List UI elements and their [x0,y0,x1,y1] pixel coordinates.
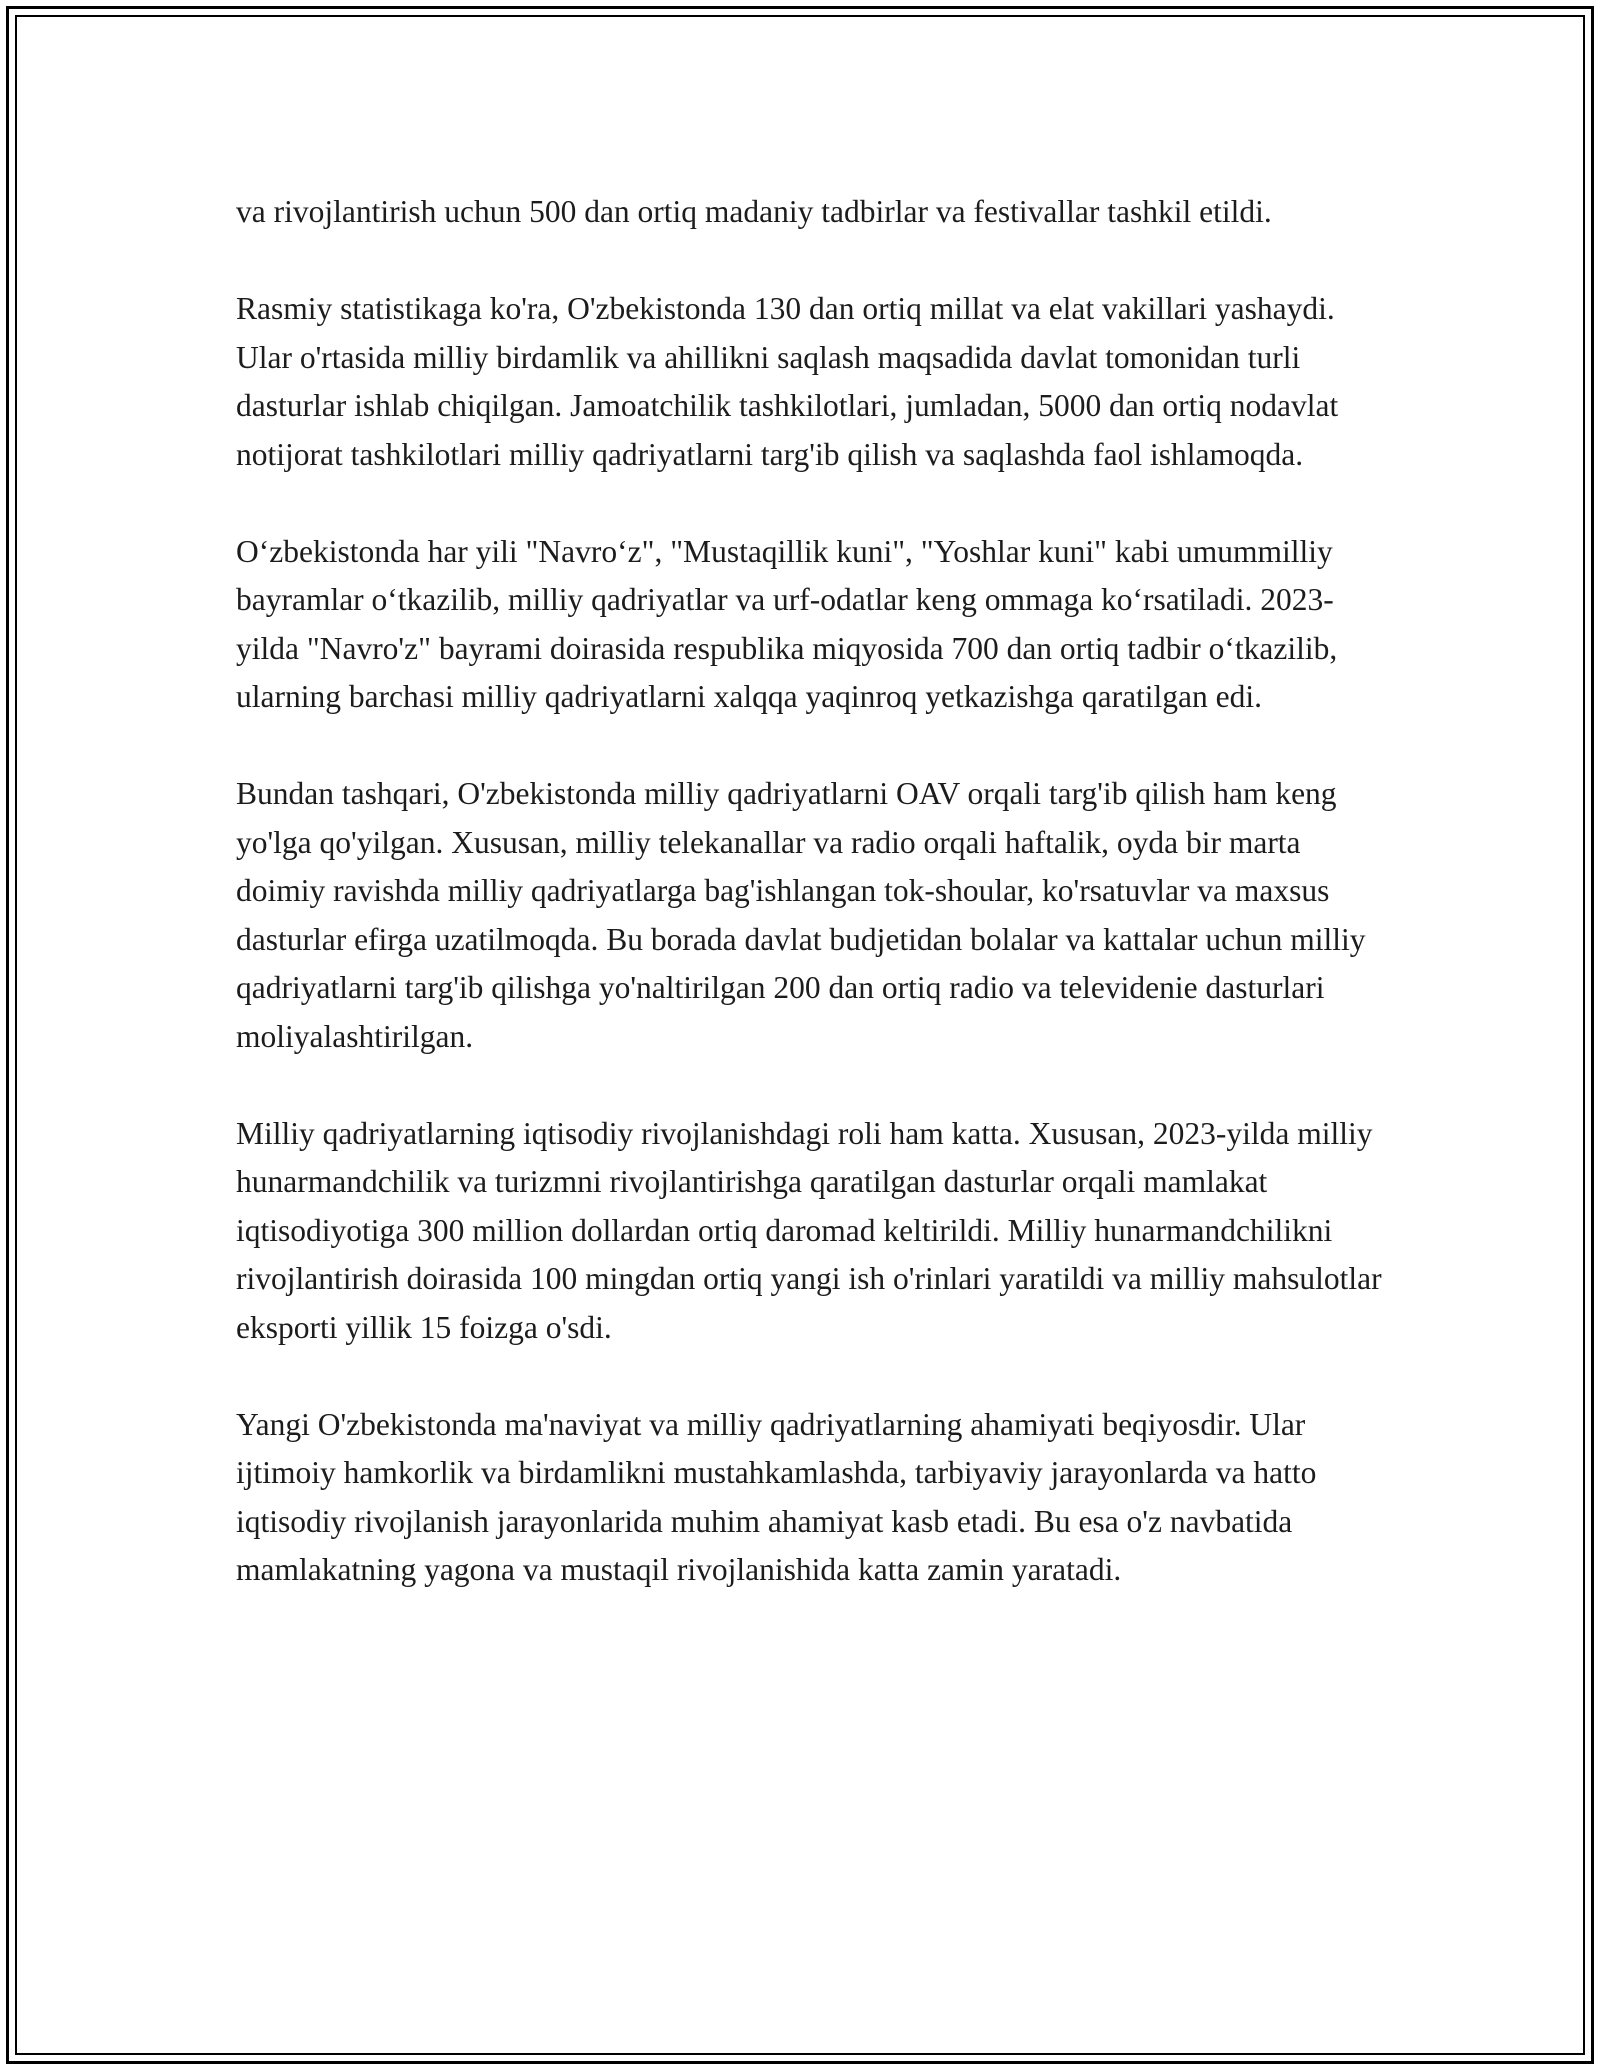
paragraph: Rasmiy statistikaga ko'ra, O'zbekistonda 130 dan ortiq millat va elat vakillari yashaydi. Ular o'rtasida milliy birdamlik va ahillikni saqlash maqsadida davlat tomonidan turli dasturlar ishlab chiqilgan. Jamoatchilik tashkilotlari, jumladan, 5000 dan ortiq nodavlat notijorat tashkilotlari milliy qadriyatlarni targ'ib qilish va saqlashda faol ishlamoqda. [236,291,1339,472]
paragraph: va rivojlantirish uchun 500 dan ortiq madaniy tadbirlar va festivallar tashkil etildi. [236,194,1272,229]
paragraph: Yangi O'zbekistonda ma'naviyat va milliy qadriyatlarning ahamiyati beqiyosdir. Ular ijtimoiy hamkorlik va birdamlikni mustahkamlashda, tarbiyaviy jarayonlarda va hatto iqtisodiy rivojlanish jarayonlarida muhim ahamiyat kasb etadi. Bu esa o'z navbatida mamlakatning yagona va mustaqil rivojlanishida katta zamin yaratadi. [236,1406,1317,1587]
paragraph: Milliy qadriyatlarning iqtisodiy rivojlanishdagi roli ham katta. Xususan, 2023-yilda milliy hunarmandchilik va turizmni rivojlantirishga qaratilgan dasturlar orqali mamlakat iqtisodiyotiga 300 million dollardan ortiq daromad keltirildi. Milliy hunarmandchilikni rivojlantirish doirasida 100 mingdan ortiq yangi ish o'rinlari yaratildi va milliy mahsulotlar eksporti yillik 15 foizga o'sdi. [236,1115,1382,1345]
paragraph: Bundan tashqari, O'zbekistonda milliy qadriyatlarni OAV orqali targ'ib qilish ham keng yo'lga qo'yilgan. Xususan, milliy telekanallar va radio orqali haftalik, oyda bir marta doimiy ravishda milliy qadriyatlarga bag'ishlangan tok-shoular, ko'rsatuvlar va maxsus dasturlar efirga uzatilmoqda. Bu borada davlat budjetidan bolalar va kattalar uchun milliy qadriyatlarni targ'ib qilishga yo'naltirilgan 200 dan ortiq radio va televidenie dasturlari moliyalashtirilgan. [236,776,1366,1054]
paragraph: O‘zbekistonda har yili "Navro‘z", "Mustaqillik kuni", "Yoshlar kuni" kabi umummilliy bayramlar o‘tkazilib, milliy qadriyatlar va urf-odatlar keng ommaga ko‘rsatiladi. 2023-yilda "Navro'z" bayrami doirasida respublika miqyosida 700 dan ortiq tadbir o‘tkazilib, ularning barchasi milliy qadriyatlarni xalqqa yaqinroq yetkazishga qaratilgan edi. [236,533,1338,714]
document-body [236,188,1386,1595]
